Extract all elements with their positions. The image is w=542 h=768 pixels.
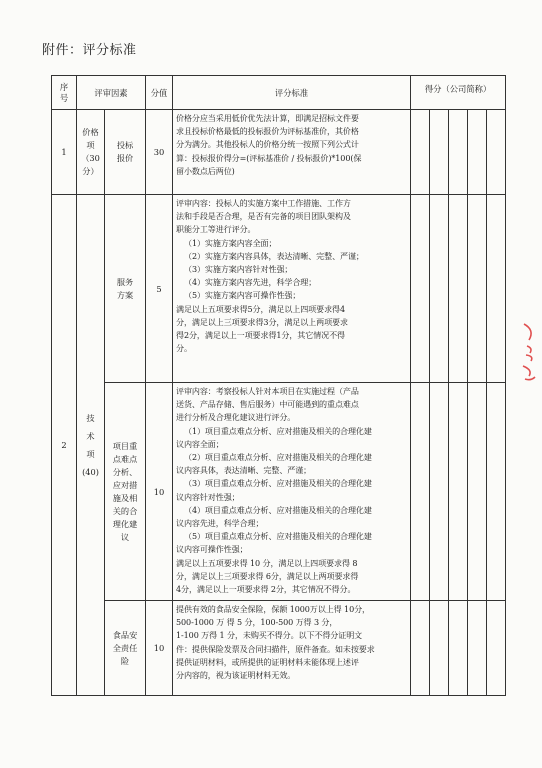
score-cell[interactable] [487,110,506,195]
score-cell[interactable] [411,195,430,383]
row-score: 30 [146,110,173,195]
score-cell[interactable] [430,110,449,195]
header-standard: 评分标准 [173,76,411,110]
header-company-score-label: 得分（公司简称） [424,84,492,94]
standard-line: （2）实施方案内容具体，表达清晰、完整、严谨； [184,251,364,261]
score-cell[interactable] [468,601,487,696]
score-cell[interactable] [430,601,449,696]
header-seq-label: 序号 [59,81,69,103]
standard-line: 分。 [176,344,192,354]
factor-line: 关的合 [112,505,138,516]
row-category [77,195,105,696]
score-cell[interactable] [411,383,430,601]
score-cell[interactable] [468,110,487,195]
category-line: (40) [82,467,99,477]
score-cell[interactable] [430,195,449,383]
standard-line: 议内容全面； [176,439,224,449]
factor-line: 险 [120,655,130,666]
score-cell[interactable] [487,383,506,601]
score-cell[interactable] [468,195,487,383]
standard-line: 议内容具体，表达清晰、完整、严谨； [176,466,312,476]
standard-line: 分内容的，视为该证明材料无效。 [176,671,296,681]
standard-line: （4）项目重点难点分析、应对措施及相关的合理化建 [184,505,372,515]
standard-line: 分，满足以上三项要求得3分，满足以上两项要求 [176,317,348,327]
score-cell[interactable] [468,383,487,601]
score-cell[interactable] [430,383,449,601]
score-cell[interactable] [487,195,506,383]
factor-line: 报价 [116,153,134,163]
score-cell[interactable] [449,110,468,195]
header-seq [52,76,77,110]
table-header-row [52,76,506,110]
row-score: 10 [146,601,173,696]
factor-line: 全责任 [112,642,138,653]
factor-line: 服务 [116,276,134,287]
header-factor: 评审因素 [77,76,146,110]
factor-line: 议 [120,531,130,542]
standard-line: 满足以上五项要求得5分，满足以上四项要求得4 [176,304,345,314]
standard-line: 满足以上五项要求得 10 分，满足以上四项要求得 8 [176,558,358,568]
table-row [52,601,506,696]
factor-line: 食品安 [112,629,138,640]
standard-line: 议内容针对性强； [176,492,240,502]
standard-line: 评审内容：投标人的实施方案中工作措施、工作方 [176,199,351,208]
factor-line: 方案 [116,289,134,300]
score-cell[interactable] [449,383,468,601]
row-standard [173,195,411,383]
row-factor [105,110,146,195]
row-factor [105,601,146,696]
scoring-standard-table [51,75,506,696]
standard-line: （3）项目重点难点分析、应对措施及相关的合理化建 [184,479,372,489]
factor-line: 项目重 [112,440,138,451]
table-row [52,195,506,383]
row-factor [105,195,146,383]
standard-line: （4）实施方案内容先进，科学合理； [184,278,317,288]
standard-line: （3）实施方案内容针对性强； [184,265,293,275]
standard-line: 法和手段是否合理，是否有完备的项目团队架构及 [176,212,351,222]
standard-line: 提供有效的食品安全保险，保额 1000万以上得 10分， [176,605,370,614]
factor-line: 点难点 [112,453,138,464]
category-line: 技 [86,413,95,423]
standard-line: （2）项目重点难点分析、应对措施及相关的合理化建 [184,453,372,463]
row-score: 10 [146,383,173,601]
category-line: 分） [82,166,99,176]
standard-line: 议内容可操作性强； [176,545,248,555]
standard-line: 提供证明材料，或所提供的证明材料未能体现上述评 [176,657,359,667]
standard-line: 求且投标价格最低的投标报价为评标基准价，其价格 [176,127,359,137]
row-seq: 2 [52,195,77,696]
score-cell[interactable] [449,601,468,696]
standard-line: 4分，满足以上一项要求得 2分，其它情况不得分。 [176,585,356,595]
factor-line: 施及相 [112,492,138,503]
score-cell[interactable] [411,601,430,696]
standard-line: 得2分，满足以上一项要求得1分，其它情况不得 [176,331,345,341]
factor-line: 分析、 [112,466,138,477]
standard-line: （1）项目重点难点分析、应对措施及相关的合理化建 [184,426,372,436]
score-cell[interactable] [449,195,468,383]
table-row [52,383,506,601]
standard-line: 价格分应当采用低价优先法计算，即满足招标文件要 [176,114,359,123]
factor-line: 理化建 [112,518,138,529]
row-category [77,110,105,195]
table-row [52,110,506,195]
standard-line: （5）实施方案内容可操作性强； [184,291,301,301]
standard-line: 件：提供保险发票及合同扫描件，原件备查。如未按要求 [176,644,375,654]
standard-line: （1）实施方案内容全面； [184,238,277,248]
category-line: 价格 [82,127,99,137]
header-score: 分值 [146,76,173,110]
row-standard [173,601,411,696]
factor-line: 投标 [116,140,134,150]
category-line: 项 [86,140,95,150]
score-cell[interactable] [487,601,506,696]
category-line: （30 [81,153,100,163]
standard-line: 分为满分。其他投标人的价格分统一按照下列公式计 [176,140,359,150]
score-cell[interactable] [411,110,430,195]
standard-line: 算：投标报价得分=(评标基准价 / 投标报价)*100(保 [176,153,362,163]
row-standard [173,110,411,195]
category-line: 术 [86,431,95,441]
standard-line: 500-1000 万 得 5 分，100-500 万得 3 分， [176,618,338,628]
row-seq: 1 [52,110,77,195]
standard-line: 1-100 万得 1 分，未购买不得分。以下不得分证明文 [176,631,363,641]
standard-line: 议内容先进，科学合理； [176,519,264,529]
header-company-score [411,76,506,110]
category-line: 项 [86,449,95,459]
standard-line: 分，满足以上三项要求得 6分，满足以上两项要求得 [176,571,359,581]
factor-line: 应对措 [112,479,138,490]
standard-line: 进行分析及合理化建议进行评分。 [176,413,296,423]
row-standard [173,383,411,601]
page-heading: 附件：评分标准 [42,43,137,58]
row-factor [105,383,146,601]
row-score: 5 [146,195,173,383]
standard-line: （5）项目重点难点分析、应对措施及相关的合理化建 [184,532,372,542]
standard-line: 评审内容：考察投标人针对本项目在实施过程（产品 [176,387,359,396]
standard-line: 留小数点后两位) [176,166,235,176]
standard-line: 职能分工等进行评分。 [176,225,256,235]
red-seal-mark [521,322,542,386]
standard-line: 送货、产品存储、售后服务）中可能遇到的重点难点 [176,400,359,410]
